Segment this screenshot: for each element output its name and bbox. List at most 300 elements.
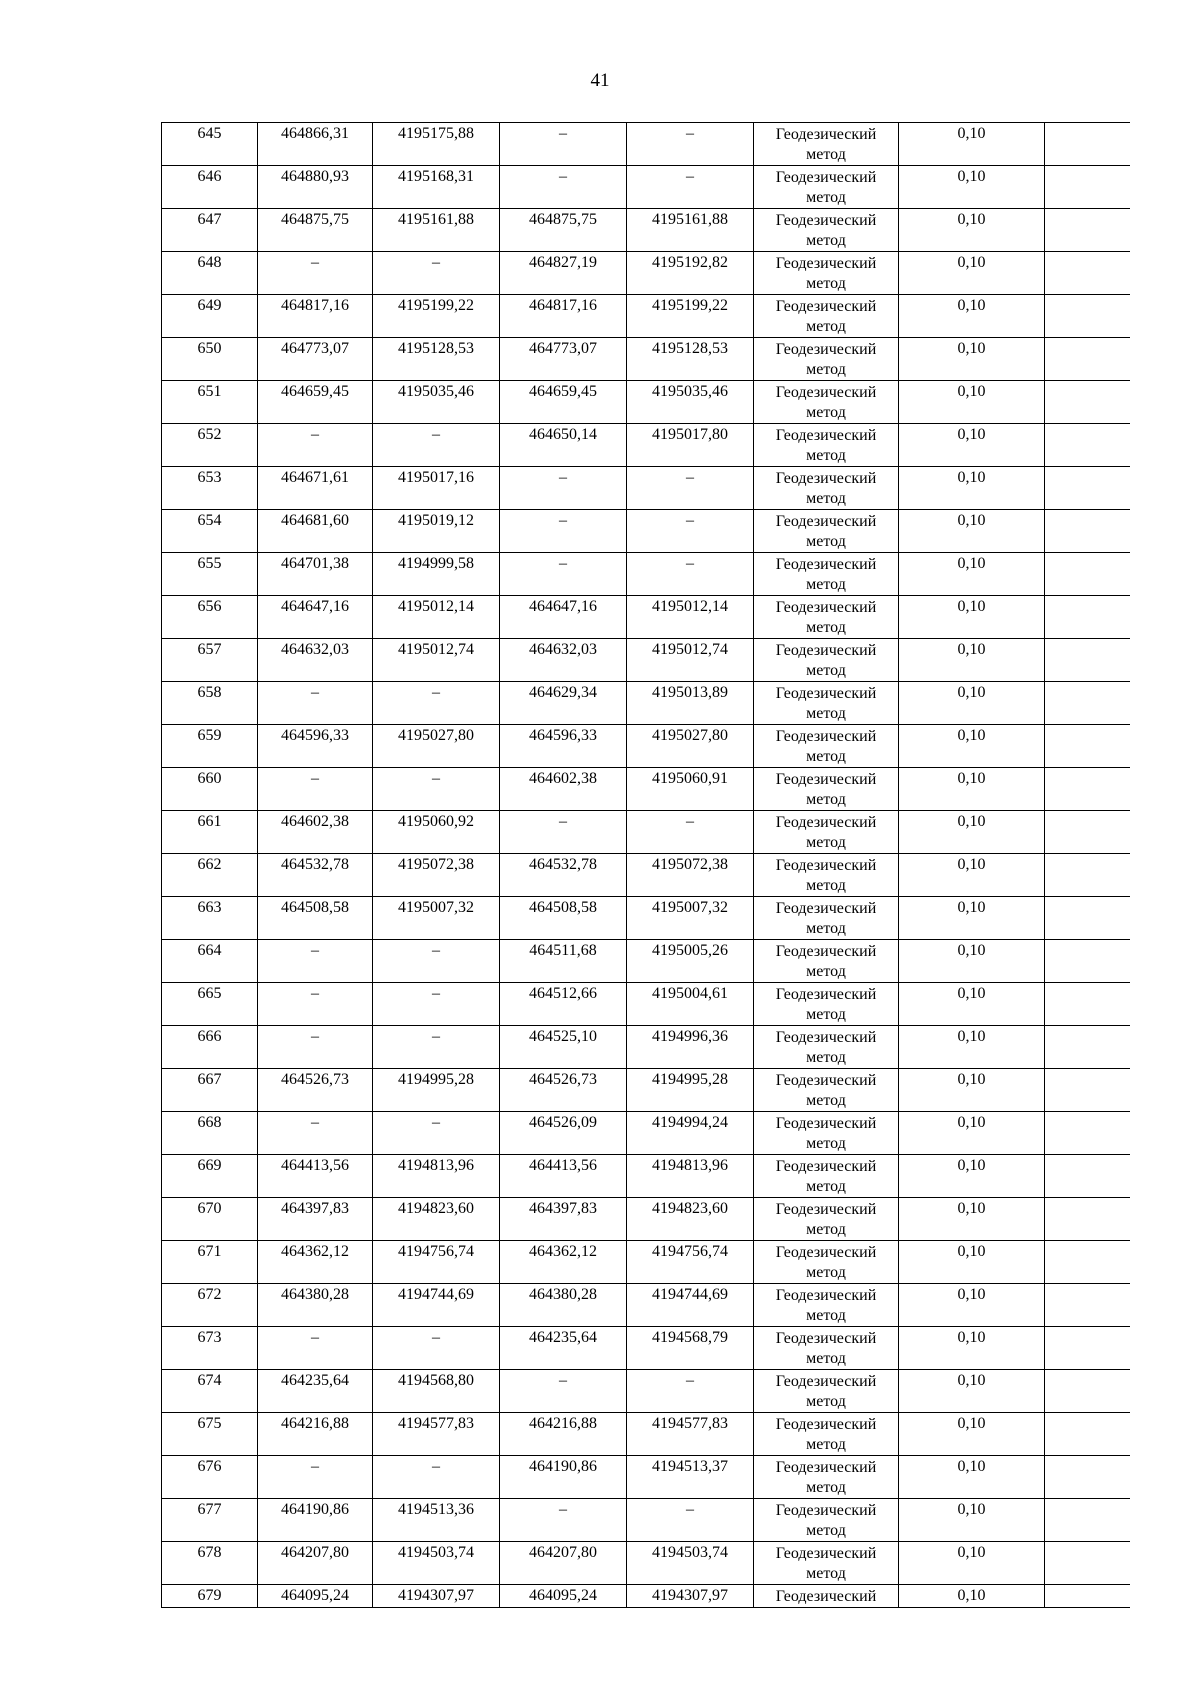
y-new-cell: 4195012,14: [627, 596, 754, 639]
point-number-cell: 661: [162, 811, 258, 854]
y-existing-cell: 4194756,74: [373, 1241, 500, 1284]
empty-cell: [1045, 811, 1130, 854]
empty-cell: [1045, 1284, 1130, 1327]
method-cell: [754, 123, 899, 166]
table-row: [162, 1327, 1130, 1370]
accuracy-cell: 0,10: [899, 725, 1045, 768]
method-cell: [754, 553, 899, 596]
method-text: Геодезический метод: [775, 1244, 877, 1281]
method-text: Геодезический метод: [775, 126, 877, 163]
x-new-cell: 464397,83: [500, 1198, 627, 1241]
y-existing-cell: 4194995,28: [373, 1069, 500, 1112]
accuracy-cell: 0,10: [899, 424, 1045, 467]
method-text: Геодезический метод: [775, 1416, 877, 1453]
x-existing-cell: –: [258, 424, 373, 467]
x-new-cell: 464526,09: [500, 1112, 627, 1155]
method-text: Геодезический метод: [775, 900, 877, 937]
accuracy-cell: 0,10: [899, 467, 1045, 510]
x-new-cell: 464511,68: [500, 940, 627, 983]
empty-cell: [1045, 252, 1130, 295]
x-existing-cell: 464397,83: [258, 1198, 373, 1241]
table-row: [162, 940, 1130, 983]
point-number-cell: 662: [162, 854, 258, 897]
point-number-cell: 647: [162, 209, 258, 252]
table-row: [162, 639, 1130, 682]
method-text: Геодезический метод: [775, 1545, 877, 1582]
table-row: [162, 725, 1130, 768]
method-cell: [754, 295, 899, 338]
empty-cell: [1045, 510, 1130, 553]
point-number-cell: 650: [162, 338, 258, 381]
method-text: Геодезический: [775, 1588, 877, 1605]
method-cell: [754, 854, 899, 897]
x-existing-cell: –: [258, 252, 373, 295]
empty-cell: [1045, 381, 1130, 424]
method-text: Геодезический метод: [775, 1502, 877, 1539]
point-number-cell: 679: [162, 1585, 258, 1608]
x-new-cell: 464216,88: [500, 1413, 627, 1456]
x-new-cell: 464647,16: [500, 596, 627, 639]
coordinates-table: [161, 122, 1130, 1608]
table-row: [162, 811, 1130, 854]
point-number-cell: 645: [162, 123, 258, 166]
y-new-cell: 4195072,38: [627, 854, 754, 897]
point-number-cell: 670: [162, 1198, 258, 1241]
x-existing-cell: 464647,16: [258, 596, 373, 639]
y-existing-cell: 4195007,32: [373, 897, 500, 940]
point-number-cell: 673: [162, 1327, 258, 1370]
y-existing-cell: 4195175,88: [373, 123, 500, 166]
accuracy-cell: 0,10: [899, 1585, 1045, 1608]
table-row: [162, 510, 1130, 553]
accuracy-cell: 0,10: [899, 1241, 1045, 1284]
x-new-cell: 464629,34: [500, 682, 627, 725]
empty-cell: [1045, 166, 1130, 209]
x-new-cell: –: [500, 467, 627, 510]
table-body: [162, 123, 1130, 1608]
y-new-cell: –: [627, 1370, 754, 1413]
table-row: [162, 295, 1130, 338]
empty-cell: [1045, 940, 1130, 983]
x-new-cell: 464380,28: [500, 1284, 627, 1327]
point-number-cell: 655: [162, 553, 258, 596]
table-row: [162, 553, 1130, 596]
accuracy-cell: 0,10: [899, 553, 1045, 596]
empty-cell: [1045, 424, 1130, 467]
table-row: [162, 467, 1130, 510]
accuracy-cell: 0,10: [899, 381, 1045, 424]
table-row: [162, 1155, 1130, 1198]
method-text: Геодезический метод: [775, 1373, 877, 1410]
x-new-cell: 464602,38: [500, 768, 627, 811]
method-text: Геодезический метод: [775, 255, 877, 292]
accuracy-cell: 0,10: [899, 1327, 1045, 1370]
empty-cell: [1045, 1413, 1130, 1456]
x-new-cell: –: [500, 123, 627, 166]
y-existing-cell: –: [373, 768, 500, 811]
x-existing-cell: –: [258, 983, 373, 1026]
y-existing-cell: –: [373, 983, 500, 1026]
x-new-cell: 464817,16: [500, 295, 627, 338]
point-number-cell: 664: [162, 940, 258, 983]
x-new-cell: –: [500, 811, 627, 854]
table-row: [162, 1413, 1130, 1456]
method-cell: [754, 1542, 899, 1585]
method-text: Геодезический метод: [775, 341, 877, 378]
x-existing-cell: 464526,73: [258, 1069, 373, 1112]
x-new-cell: –: [500, 1370, 627, 1413]
y-existing-cell: 4194568,80: [373, 1370, 500, 1413]
method-cell: [754, 1456, 899, 1499]
y-existing-cell: 4194307,97: [373, 1585, 500, 1608]
y-existing-cell: 4195072,38: [373, 854, 500, 897]
x-existing-cell: 464866,31: [258, 123, 373, 166]
table-row: [162, 983, 1130, 1026]
y-existing-cell: 4195017,16: [373, 467, 500, 510]
point-number-cell: 666: [162, 1026, 258, 1069]
method-text: Геодезический метод: [775, 513, 877, 550]
accuracy-cell: 0,10: [899, 1542, 1045, 1585]
method-text: Геодезический метод: [775, 599, 877, 636]
method-cell: [754, 338, 899, 381]
empty-cell: [1045, 1456, 1130, 1499]
x-existing-cell: 464207,80: [258, 1542, 373, 1585]
method-text: Геодезический метод: [775, 556, 877, 593]
y-existing-cell: 4195035,46: [373, 381, 500, 424]
accuracy-cell: 0,10: [899, 1370, 1045, 1413]
x-new-cell: 464190,86: [500, 1456, 627, 1499]
y-existing-cell: –: [373, 1112, 500, 1155]
method-cell: [754, 897, 899, 940]
x-existing-cell: 464671,61: [258, 467, 373, 510]
method-text: Геодезический метод: [775, 1459, 877, 1496]
y-existing-cell: 4194823,60: [373, 1198, 500, 1241]
method-cell: [754, 1370, 899, 1413]
method-text: Геодезический метод: [775, 943, 877, 980]
empty-cell: [1045, 1542, 1130, 1585]
accuracy-cell: 0,10: [899, 338, 1045, 381]
y-existing-cell: 4195128,53: [373, 338, 500, 381]
table-row: [162, 123, 1130, 166]
table-row: [162, 424, 1130, 467]
accuracy-cell: 0,10: [899, 1155, 1045, 1198]
method-text: Геодезический метод: [775, 1330, 877, 1367]
empty-cell: [1045, 1370, 1130, 1413]
point-number-cell: 651: [162, 381, 258, 424]
point-number-cell: 652: [162, 424, 258, 467]
x-new-cell: 464532,78: [500, 854, 627, 897]
empty-cell: [1045, 725, 1130, 768]
method-cell: [754, 424, 899, 467]
point-number-cell: 658: [162, 682, 258, 725]
x-new-cell: 464512,66: [500, 983, 627, 1026]
y-new-cell: 4195027,80: [627, 725, 754, 768]
empty-cell: [1045, 1069, 1130, 1112]
x-existing-cell: 464875,75: [258, 209, 373, 252]
method-cell: [754, 725, 899, 768]
x-new-cell: 464827,19: [500, 252, 627, 295]
method-cell: [754, 1241, 899, 1284]
x-existing-cell: 464817,16: [258, 295, 373, 338]
accuracy-cell: 0,10: [899, 1112, 1045, 1155]
point-number-cell: 668: [162, 1112, 258, 1155]
y-new-cell: 4194823,60: [627, 1198, 754, 1241]
method-cell: [754, 209, 899, 252]
table-row: [162, 854, 1130, 897]
method-text: Геодезический метод: [775, 1029, 877, 1066]
method-cell: [754, 596, 899, 639]
point-number-cell: 672: [162, 1284, 258, 1327]
y-new-cell: 4194503,74: [627, 1542, 754, 1585]
y-new-cell: –: [627, 510, 754, 553]
empty-cell: [1045, 338, 1130, 381]
empty-cell: [1045, 854, 1130, 897]
method-cell: [754, 1112, 899, 1155]
method-text: Геодезический метод: [775, 169, 877, 206]
empty-cell: [1045, 1026, 1130, 1069]
method-text: Геодезический метод: [775, 1115, 877, 1152]
accuracy-cell: 0,10: [899, 1026, 1045, 1069]
method-cell: [754, 381, 899, 424]
method-cell: [754, 1585, 899, 1608]
empty-cell: [1045, 553, 1130, 596]
x-new-cell: 464773,07: [500, 338, 627, 381]
point-number-cell: 678: [162, 1542, 258, 1585]
method-cell: [754, 1026, 899, 1069]
x-existing-cell: –: [258, 1327, 373, 1370]
y-new-cell: 4195005,26: [627, 940, 754, 983]
y-new-cell: –: [627, 553, 754, 596]
y-existing-cell: 4195199,22: [373, 295, 500, 338]
y-existing-cell: 4194813,96: [373, 1155, 500, 1198]
table-row: [162, 1026, 1130, 1069]
y-existing-cell: 4194513,36: [373, 1499, 500, 1542]
accuracy-cell: 0,10: [899, 1456, 1045, 1499]
x-existing-cell: 464596,33: [258, 725, 373, 768]
x-new-cell: –: [500, 510, 627, 553]
accuracy-cell: 0,10: [899, 1499, 1045, 1542]
x-new-cell: 464362,12: [500, 1241, 627, 1284]
x-new-cell: –: [500, 1499, 627, 1542]
method-text: Геодезический метод: [775, 427, 877, 464]
method-cell: [754, 1327, 899, 1370]
accuracy-cell: 0,10: [899, 123, 1045, 166]
empty-cell: [1045, 639, 1130, 682]
x-existing-cell: 464190,86: [258, 1499, 373, 1542]
method-cell: [754, 1069, 899, 1112]
y-existing-cell: –: [373, 1026, 500, 1069]
method-cell: [754, 682, 899, 725]
x-existing-cell: 464659,45: [258, 381, 373, 424]
method-cell: [754, 467, 899, 510]
accuracy-cell: 0,10: [899, 811, 1045, 854]
x-new-cell: –: [500, 166, 627, 209]
y-new-cell: 4194513,37: [627, 1456, 754, 1499]
x-existing-cell: 464216,88: [258, 1413, 373, 1456]
x-existing-cell: 464701,38: [258, 553, 373, 596]
method-cell: [754, 252, 899, 295]
y-existing-cell: 4195019,12: [373, 510, 500, 553]
empty-cell: [1045, 467, 1130, 510]
y-new-cell: 4195007,32: [627, 897, 754, 940]
table-row: [162, 1456, 1130, 1499]
y-new-cell: –: [627, 1499, 754, 1542]
empty-cell: [1045, 983, 1130, 1026]
x-new-cell: 464207,80: [500, 1542, 627, 1585]
method-cell: [754, 1413, 899, 1456]
empty-cell: [1045, 1112, 1130, 1155]
x-existing-cell: –: [258, 1456, 373, 1499]
accuracy-cell: 0,10: [899, 596, 1045, 639]
x-new-cell: 464632,03: [500, 639, 627, 682]
empty-cell: [1045, 682, 1130, 725]
accuracy-cell: 0,10: [899, 252, 1045, 295]
method-cell: [754, 1499, 899, 1542]
table-row: [162, 1198, 1130, 1241]
method-cell: [754, 1284, 899, 1327]
method-cell: [754, 983, 899, 1026]
method-cell: [754, 510, 899, 553]
y-existing-cell: 4194503,74: [373, 1542, 500, 1585]
y-new-cell: 4195161,88: [627, 209, 754, 252]
method-cell: [754, 768, 899, 811]
point-number-cell: 648: [162, 252, 258, 295]
empty-cell: [1045, 1585, 1130, 1608]
point-number-cell: 675: [162, 1413, 258, 1456]
y-new-cell: –: [627, 166, 754, 209]
method-cell: [754, 940, 899, 983]
accuracy-cell: 0,10: [899, 854, 1045, 897]
x-existing-cell: –: [258, 940, 373, 983]
empty-cell: [1045, 1198, 1130, 1241]
empty-cell: [1045, 768, 1130, 811]
y-existing-cell: 4194744,69: [373, 1284, 500, 1327]
table-row: [162, 768, 1130, 811]
table-row: [162, 596, 1130, 639]
y-existing-cell: –: [373, 424, 500, 467]
x-new-cell: 464413,56: [500, 1155, 627, 1198]
y-existing-cell: 4195168,31: [373, 166, 500, 209]
point-number-cell: 654: [162, 510, 258, 553]
y-existing-cell: –: [373, 1456, 500, 1499]
x-existing-cell: 464773,07: [258, 338, 373, 381]
accuracy-cell: 0,10: [899, 768, 1045, 811]
y-existing-cell: 4194577,83: [373, 1413, 500, 1456]
x-new-cell: 464235,64: [500, 1327, 627, 1370]
method-text: Геодезический метод: [775, 212, 877, 249]
accuracy-cell: 0,10: [899, 1284, 1045, 1327]
x-new-cell: 464596,33: [500, 725, 627, 768]
method-text: Геодезический метод: [775, 470, 877, 507]
y-new-cell: 4194995,28: [627, 1069, 754, 1112]
accuracy-cell: 0,10: [899, 940, 1045, 983]
table-row: [162, 1370, 1130, 1413]
method-cell: [754, 1155, 899, 1198]
point-number-cell: 656: [162, 596, 258, 639]
point-number-cell: 665: [162, 983, 258, 1026]
table-row: [162, 1284, 1130, 1327]
y-new-cell: 4195004,61: [627, 983, 754, 1026]
y-existing-cell: –: [373, 252, 500, 295]
accuracy-cell: 0,10: [899, 682, 1045, 725]
y-new-cell: 4195060,91: [627, 768, 754, 811]
y-new-cell: –: [627, 811, 754, 854]
y-existing-cell: 4195161,88: [373, 209, 500, 252]
y-new-cell: 4194996,36: [627, 1026, 754, 1069]
method-text: Геодезический метод: [775, 1287, 877, 1324]
x-existing-cell: 464095,24: [258, 1585, 373, 1608]
page-number: 41: [590, 70, 610, 91]
y-new-cell: 4195012,74: [627, 639, 754, 682]
table-row: [162, 1069, 1130, 1112]
x-existing-cell: 464681,60: [258, 510, 373, 553]
point-number-cell: 646: [162, 166, 258, 209]
x-existing-cell: 464508,58: [258, 897, 373, 940]
method-text: Геодезический метод: [775, 685, 877, 722]
table-row: [162, 897, 1130, 940]
x-existing-cell: 464380,28: [258, 1284, 373, 1327]
empty-cell: [1045, 1499, 1130, 1542]
point-number-cell: 660: [162, 768, 258, 811]
method-text: Геодезический метод: [775, 1158, 877, 1195]
y-new-cell: –: [627, 123, 754, 166]
x-new-cell: 464526,73: [500, 1069, 627, 1112]
x-new-cell: –: [500, 553, 627, 596]
x-new-cell: 464525,10: [500, 1026, 627, 1069]
accuracy-cell: 0,10: [899, 1413, 1045, 1456]
y-new-cell: 4195035,46: [627, 381, 754, 424]
y-new-cell: 4195199,22: [627, 295, 754, 338]
x-existing-cell: –: [258, 1112, 373, 1155]
y-new-cell: 4194994,24: [627, 1112, 754, 1155]
accuracy-cell: 0,10: [899, 209, 1045, 252]
x-existing-cell: 464632,03: [258, 639, 373, 682]
point-number-cell: 663: [162, 897, 258, 940]
empty-cell: [1045, 897, 1130, 940]
table-row: [162, 209, 1130, 252]
accuracy-cell: 0,10: [899, 1198, 1045, 1241]
table-row: [162, 1112, 1130, 1155]
x-existing-cell: 464235,64: [258, 1370, 373, 1413]
point-number-cell: 657: [162, 639, 258, 682]
accuracy-cell: 0,10: [899, 510, 1045, 553]
empty-cell: [1045, 123, 1130, 166]
method-cell: [754, 811, 899, 854]
y-new-cell: 4194756,74: [627, 1241, 754, 1284]
y-existing-cell: 4195012,74: [373, 639, 500, 682]
y-new-cell: 4195128,53: [627, 338, 754, 381]
x-existing-cell: 464362,12: [258, 1241, 373, 1284]
table-row: [162, 1241, 1130, 1284]
y-new-cell: 4195013,89: [627, 682, 754, 725]
accuracy-cell: 0,10: [899, 166, 1045, 209]
y-existing-cell: 4194999,58: [373, 553, 500, 596]
empty-cell: [1045, 209, 1130, 252]
accuracy-cell: 0,10: [899, 897, 1045, 940]
empty-cell: [1045, 1327, 1130, 1370]
table-row: [162, 682, 1130, 725]
point-number-cell: 667: [162, 1069, 258, 1112]
method-text: Геодезический метод: [775, 771, 877, 808]
y-existing-cell: 4195060,92: [373, 811, 500, 854]
x-existing-cell: 464413,56: [258, 1155, 373, 1198]
method-text: Геодезический метод: [775, 642, 877, 679]
method-cell: [754, 1198, 899, 1241]
point-number-cell: 649: [162, 295, 258, 338]
y-new-cell: 4194744,69: [627, 1284, 754, 1327]
point-number-cell: 676: [162, 1456, 258, 1499]
accuracy-cell: 0,10: [899, 1069, 1045, 1112]
